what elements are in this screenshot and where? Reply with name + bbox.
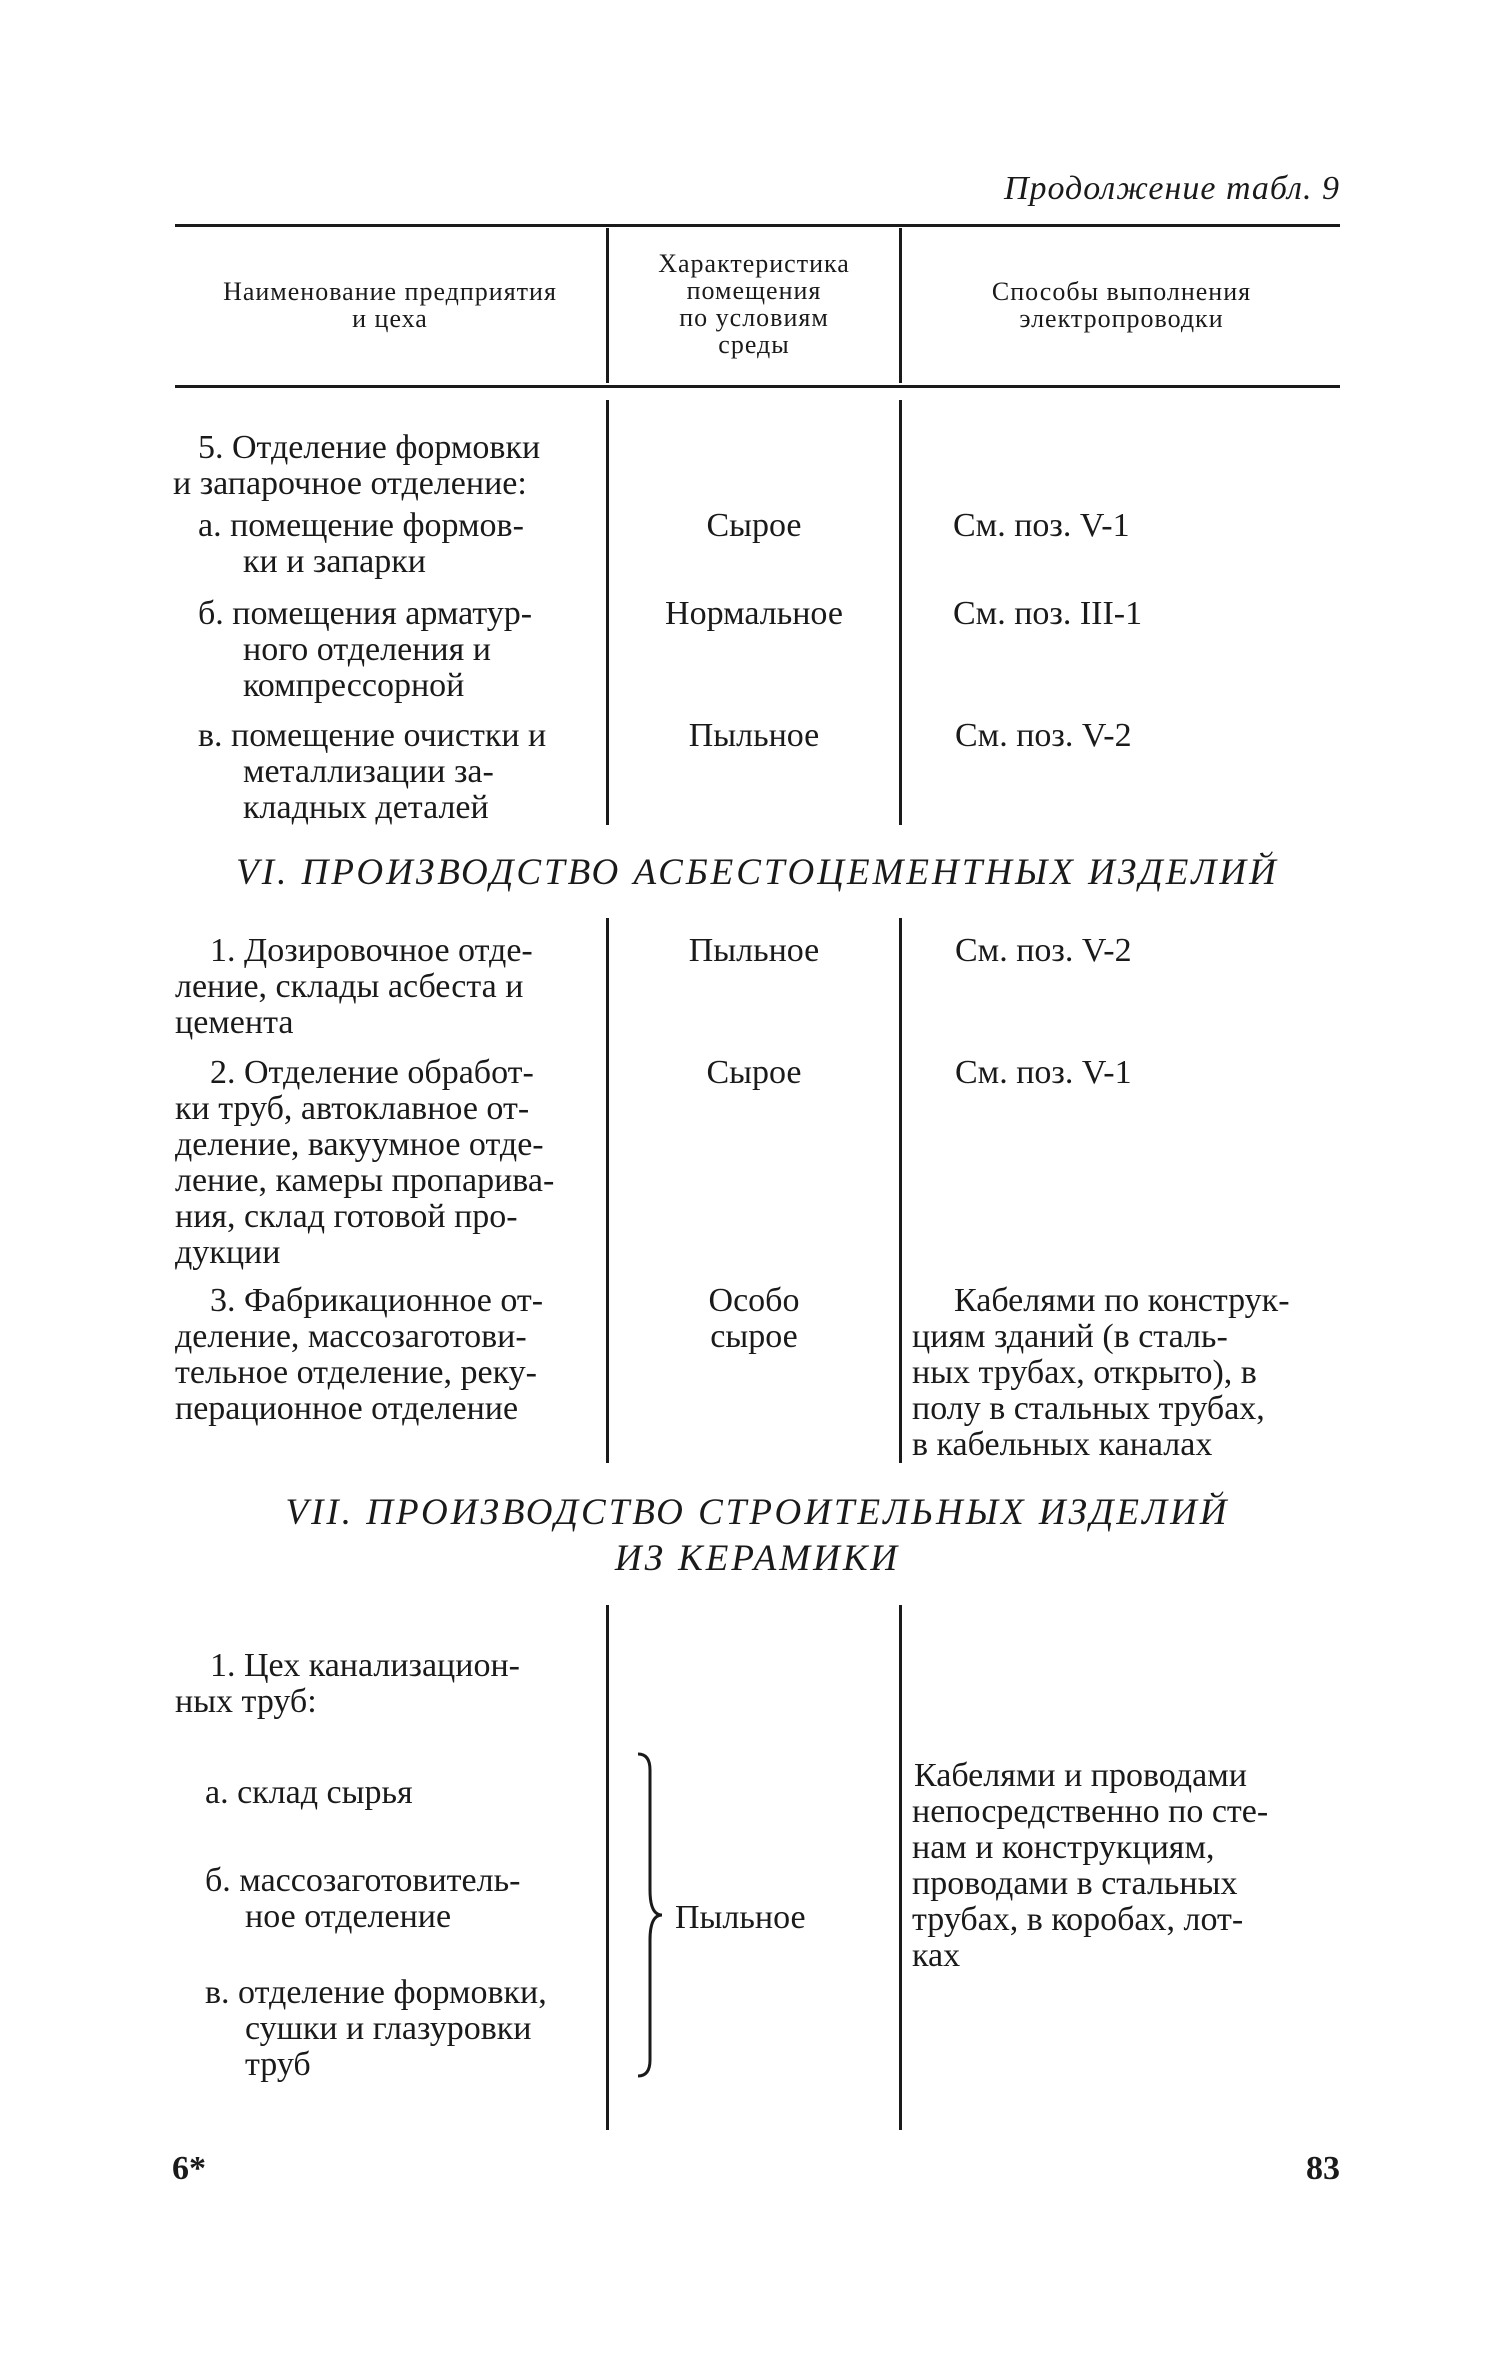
row-5c-env: Пыльное [688, 717, 820, 754]
block1-divider-1 [606, 400, 609, 825]
row-5b-name: б. помещения арматур- ного отделения и компрессорной [198, 595, 533, 704]
section7-divider-1 [606, 1605, 609, 2130]
row-7-env: Пыльное [675, 1899, 806, 1936]
row-6-1-name: 1. Дозировочное отде- ление, склады асбеста и цемента [175, 932, 533, 1041]
row-6-2-name: 2. Отделение обработ- ки труб, автоклавное от- деление, вакуумное отде- ление, камеры пропарива- ния, склад готовой про- дукции [175, 1054, 555, 1271]
section6-divider-2 [899, 918, 902, 1463]
header-col-name: Наименование предприятия и цеха [223, 277, 557, 333]
header-col-environment: Характеристика помещения по условиям среды [658, 249, 850, 359]
section-7-title: VII. ПРОИЗВОДСТВО СТРОИТЕЛЬНЫХ ИЗДЕЛИЙ ИЗ КЕРАМИКИ [285, 1492, 1230, 1579]
header-divider-2 [899, 228, 902, 383]
row-5a-method: См. поз. V-1 [953, 507, 1130, 544]
header-divider-1 [606, 228, 609, 383]
row-5a-env: Сырое [706, 507, 802, 544]
row-5c-method: См. поз. V-2 [955, 717, 1132, 754]
row-6-3-env: Особо сырое [708, 1282, 800, 1355]
row-5c-name: в. помещение очистки и металлизации за- кладных деталей [198, 717, 547, 826]
signature-mark: 6* [172, 2150, 206, 2187]
header-col-method: Способы выполнения электропроводки [991, 277, 1252, 333]
table-header-bottom-rule [175, 385, 1340, 388]
continuation-label: Продолжение табл. 9 [1003, 170, 1340, 207]
row-6-1-env: Пыльное [688, 932, 820, 969]
grouping-brace [630, 1750, 670, 2080]
row-7-method: Кабелями и проводами непосредственно по сте- нам и конструкциям, проводами в стальных трубах, в коробах, лот- ках [912, 1757, 1269, 1974]
row-6-2-env: Сырое [706, 1054, 802, 1091]
page-number: 83 [1306, 2150, 1340, 2187]
row-6-2-method: См. поз. V-1 [955, 1054, 1132, 1091]
section-6-title: VI. ПРОИЗВОДСТВО АСБЕСТОЦЕМЕНТНЫХ ИЗДЕЛИЙ [236, 852, 1279, 893]
row-7-1-name: 1. Цех канализацион- ных труб: [175, 1647, 520, 1720]
row-6-1-method: См. поз. V-2 [955, 932, 1132, 969]
table-top-rule [175, 224, 1340, 227]
row-6-3-name: 3. Фабрикационное от- деление, массозаготови- тельное отделение, реку- перационное отделение [175, 1282, 544, 1427]
row-7-1a-name: а. склад сырья [205, 1774, 413, 1811]
row-7-1b-name: б. массозаготовитель- ное отделение [205, 1862, 521, 1935]
item-5-forming-department: 5. Отделение формовки и запарочное отделение: [173, 429, 541, 502]
row-5b-method: См. поз. III-1 [953, 595, 1143, 632]
section7-divider-2 [899, 1605, 902, 2130]
row-5b-env: Нормальное [665, 595, 843, 632]
row-7-1c-name: в. отделение формовки, сушки и глазуровки труб [205, 1974, 547, 2083]
row-6-3-method: Кабелями по конструк- циям зданий (в сталь- ных трубах, открыто), в полу в стальных трубах, в кабельных каналах [912, 1282, 1290, 1463]
section6-divider-1 [606, 918, 609, 1463]
row-5a-name: а. помещение формов- ки и запарки [198, 507, 524, 580]
block1-divider-2 [899, 400, 902, 825]
